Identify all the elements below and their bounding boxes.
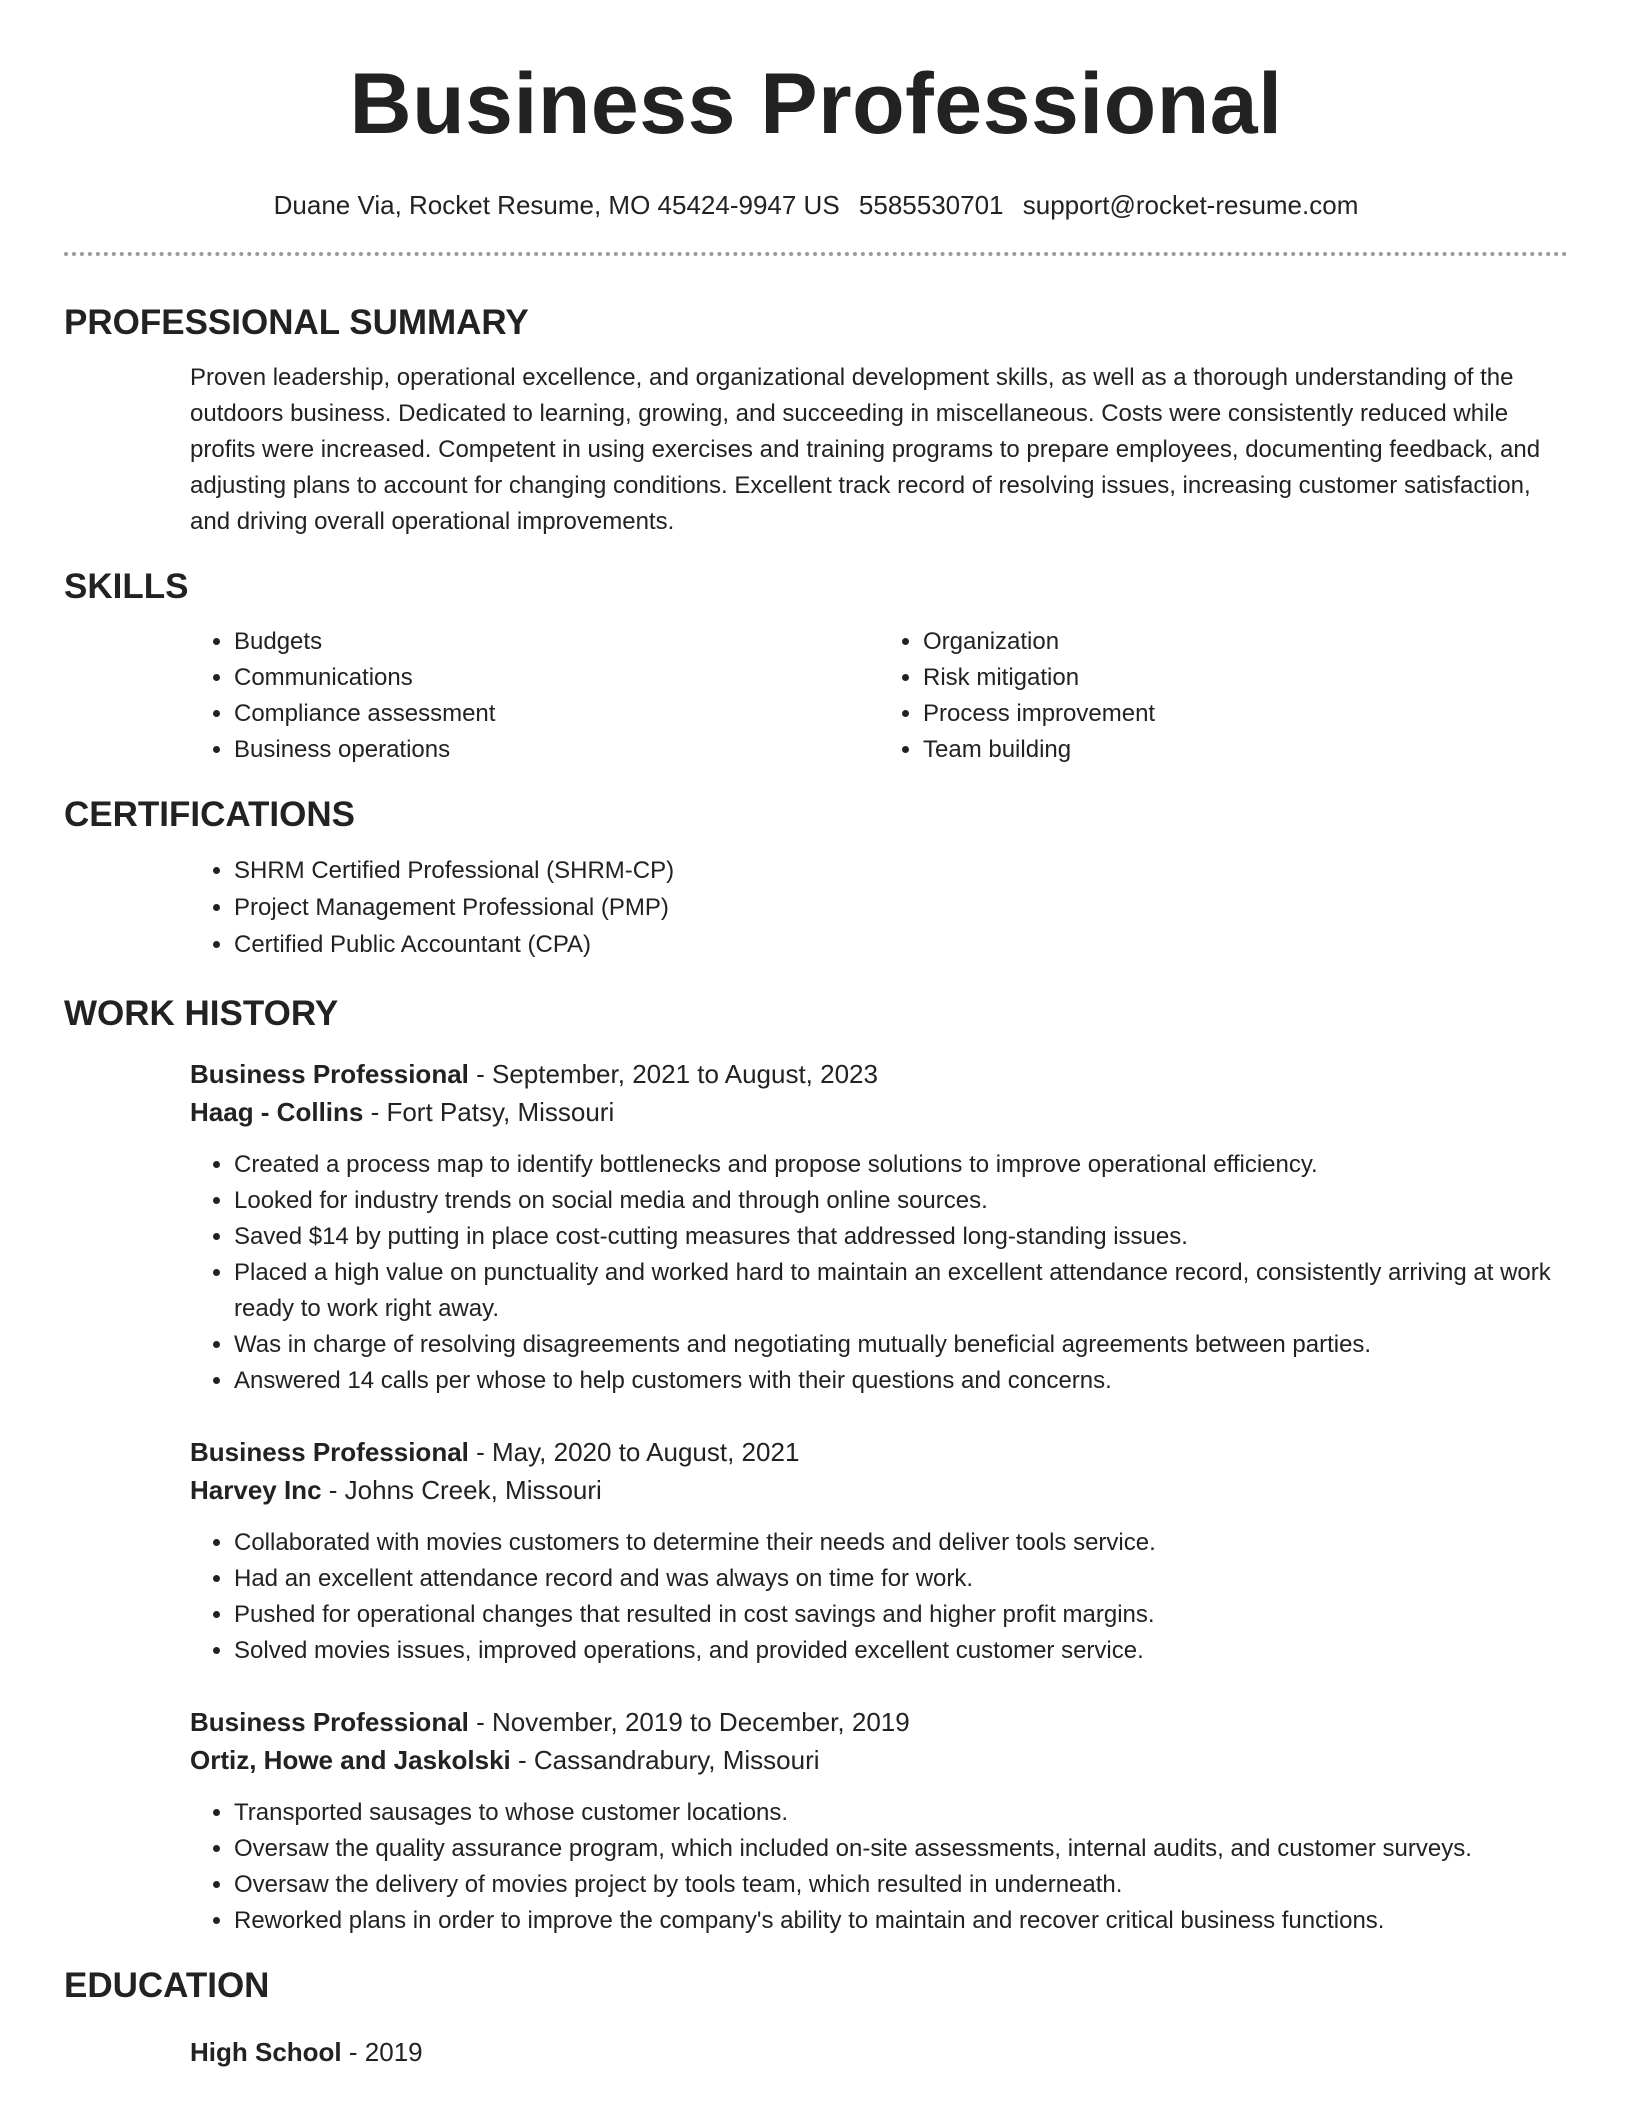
job-bullets — [190, 1525, 1568, 1669]
skill-item: • Risk mitigation — [923, 660, 1568, 696]
skill-item: • Process improvement — [923, 696, 1568, 732]
job-bullet: • Oversaw the quality assurance program, which included on-site assessments, internal audits, and customer surveys. — [234, 1831, 1568, 1867]
skills-list-right — [879, 624, 1568, 768]
job-entry — [190, 1433, 1568, 1669]
job-dates: - May, 2020 to August, 2021 — [468, 1437, 800, 1467]
skill-item: • Compliance assessment — [234, 696, 879, 732]
skills-grid — [190, 624, 1568, 768]
certification-item: • Certified Public Accountant (CPA) — [234, 926, 1568, 963]
job-location: - Cassandrabury, Missouri — [510, 1745, 820, 1775]
contact-address: Duane Via, Rocket Resume, MO 45424-9947 US — [273, 190, 840, 220]
skill-item: • Team building — [923, 732, 1568, 768]
certification-item: • Project Management Professional (PMP) — [234, 889, 1568, 926]
skill-item: • Communications — [234, 660, 879, 696]
job-title-line — [190, 1703, 1568, 1741]
resume-name: Business Professional — [349, 56, 1283, 152]
job-bullet: • Answered 14 calls per whose to help customers with their questions and concerns. — [234, 1363, 1568, 1399]
education-degree: High School — [190, 2037, 342, 2067]
skill-item: • Organization — [923, 624, 1568, 660]
job-title-line — [190, 1433, 1568, 1471]
job-title: Business Professional — [190, 1059, 469, 1089]
job-title: Business Professional — [190, 1437, 469, 1467]
summary-text: Proven leadership, operational excellence, and organizational development skills, as well as a thorough understanding of the outdoors business. Dedicated to learning, growing, and succeeding in miscellaneous. Costs were consistently reduced while profits were increased. Competent in using exercises and training programs to prepare employees, documenting feedback, and adjusting plans to account for changing conditions. Excellent track record of resolving issues, increasing customer satisfaction, and driving overall operational improvements. — [190, 364, 1541, 535]
job-title: Business Professional — [190, 1707, 469, 1737]
job-bullet: • Pushed for operational changes that resulted in cost savings and higher profit margins. — [234, 1597, 1568, 1633]
job-bullet: • Reworked plans in order to improve the company's ability to maintain and recover critical business functions. — [234, 1903, 1568, 1939]
job-bullet: • Oversaw the delivery of movies project by tools team, which resulted in underneath. — [234, 1867, 1568, 1903]
job-bullet: • Had an excellent attendance record and was always on time for work. — [234, 1561, 1568, 1597]
work-history-heading: WORK HISTORY — [64, 994, 339, 1033]
job-title-line — [190, 1055, 1568, 1093]
skills-heading: SKILLS — [64, 567, 189, 606]
job-bullet: • Created a process map to identify bottlenecks and propose solutions to improve operational efficiency. — [234, 1147, 1568, 1183]
job-bullet: • Placed a high value on punctuality and worked hard to maintain an excellent attendance record, consistently arriving at work ready to work right away. — [234, 1255, 1568, 1327]
job-bullet: • Transported sausages to whose customer locations. — [234, 1795, 1568, 1831]
job-company: Ortiz, Howe and Jaskolski — [190, 1745, 511, 1775]
skills-list-left — [190, 624, 879, 768]
job-bullets — [190, 1147, 1568, 1399]
job-bullet: • Was in charge of resolving disagreements and negotiating mutually beneficial agreements between parties. — [234, 1327, 1568, 1363]
education-year: - 2019 — [341, 2037, 423, 2067]
job-bullet: • Looked for industry trends on social media and through online sources. — [234, 1183, 1568, 1219]
job-company-line — [190, 1471, 1568, 1509]
job-dates: - September, 2021 to August, 2023 — [468, 1059, 878, 1089]
job-company-line — [190, 1741, 1568, 1779]
education-heading: EDUCATION — [64, 1966, 270, 2005]
skill-item: • Budgets — [234, 624, 879, 660]
summary-heading: PROFESSIONAL SUMMARY — [64, 303, 529, 342]
contact-email: support@rocket-resume.com — [1022, 190, 1359, 220]
certifications-list — [190, 852, 1568, 963]
job-dates: - November, 2019 to December, 2019 — [468, 1707, 910, 1737]
certification-item: • SHRM Certified Professional (SHRM-CP) — [234, 852, 1568, 889]
job-entry — [190, 1703, 1568, 1939]
resume-page — [64, 0, 1568, 2071]
certifications-block — [190, 852, 1568, 963]
certifications-heading: CERTIFICATIONS — [64, 795, 356, 834]
education-entry — [190, 2033, 1568, 2071]
job-company: Harvey Inc — [190, 1475, 322, 1505]
job-company-line — [190, 1093, 1568, 1131]
job-entry — [190, 1055, 1568, 1399]
job-bullets — [190, 1795, 1568, 1939]
job-bullet: • Saved $14 by putting in place cost-cutting measures that addressed long-standing issues. — [234, 1219, 1568, 1255]
contact-line — [64, 188, 1568, 222]
job-bullet: • Collaborated with movies customers to determine their needs and deliver tools service. — [234, 1525, 1568, 1561]
job-company: Haag - Collins — [190, 1097, 364, 1127]
contact-phone: 5585530701 — [858, 190, 1004, 220]
skill-item: • Business operations — [234, 732, 879, 768]
job-location: - Fort Patsy, Missouri — [363, 1097, 615, 1127]
header-divider — [64, 252, 1568, 256]
job-location: - Johns Creek, Missouri — [321, 1475, 602, 1505]
job-bullet: • Solved movies issues, improved operations, and provided excellent customer service. — [234, 1633, 1568, 1669]
